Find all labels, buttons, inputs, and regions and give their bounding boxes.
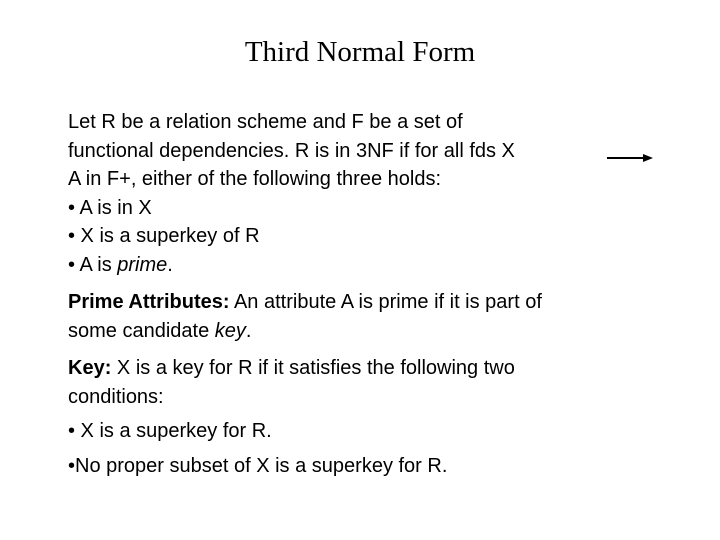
prime-word: prime	[117, 253, 168, 276]
slide-title: Third Normal Form	[244, 36, 476, 68]
condition-item: • A is in X	[68, 196, 152, 219]
key-line-1	[68, 354, 708, 383]
definition-paragraph	[68, 108, 708, 279]
condition-prefix: • A is	[68, 253, 118, 276]
slide-body	[68, 108, 708, 480]
condition-item: • X is a superkey of R	[68, 225, 260, 247]
definition-line-1: Let R be a relation scheme and F be a set of	[68, 111, 463, 133]
condition-suffix: .	[167, 253, 173, 276]
key-label: Key:	[68, 357, 112, 379]
condition-item-prime	[68, 251, 708, 280]
definition-line-3: A in F+, either of the following three holds:	[68, 168, 441, 190]
key-paragraph	[68, 354, 708, 480]
spacer	[68, 279, 708, 288]
definition-line-2: functional dependencies. R is in 3NF if for all fds X	[68, 139, 515, 162]
key-line-2: conditions:	[68, 385, 164, 408]
prime-attributes-text-2: some candidate	[68, 319, 215, 342]
key-item: • X is a superkey for R.	[68, 420, 272, 442]
key-text: X is a key for R if it satisfies the following two	[111, 357, 515, 379]
spacer	[68, 345, 708, 354]
prime-attributes-text: An attribute A is prime if it is part of	[229, 291, 542, 313]
prime-attributes-paragraph	[68, 288, 708, 345]
prime-attributes-suffix: .	[245, 319, 252, 342]
right-arrow-icon	[607, 151, 653, 165]
key-item: •No proper subset of X is a superkey for R.	[68, 454, 448, 477]
prime-attributes-line-2	[68, 317, 708, 346]
key-word: key	[214, 319, 246, 342]
prime-attributes-label: Prime Attributes:	[68, 291, 230, 313]
prime-attributes-line-1	[68, 288, 708, 317]
